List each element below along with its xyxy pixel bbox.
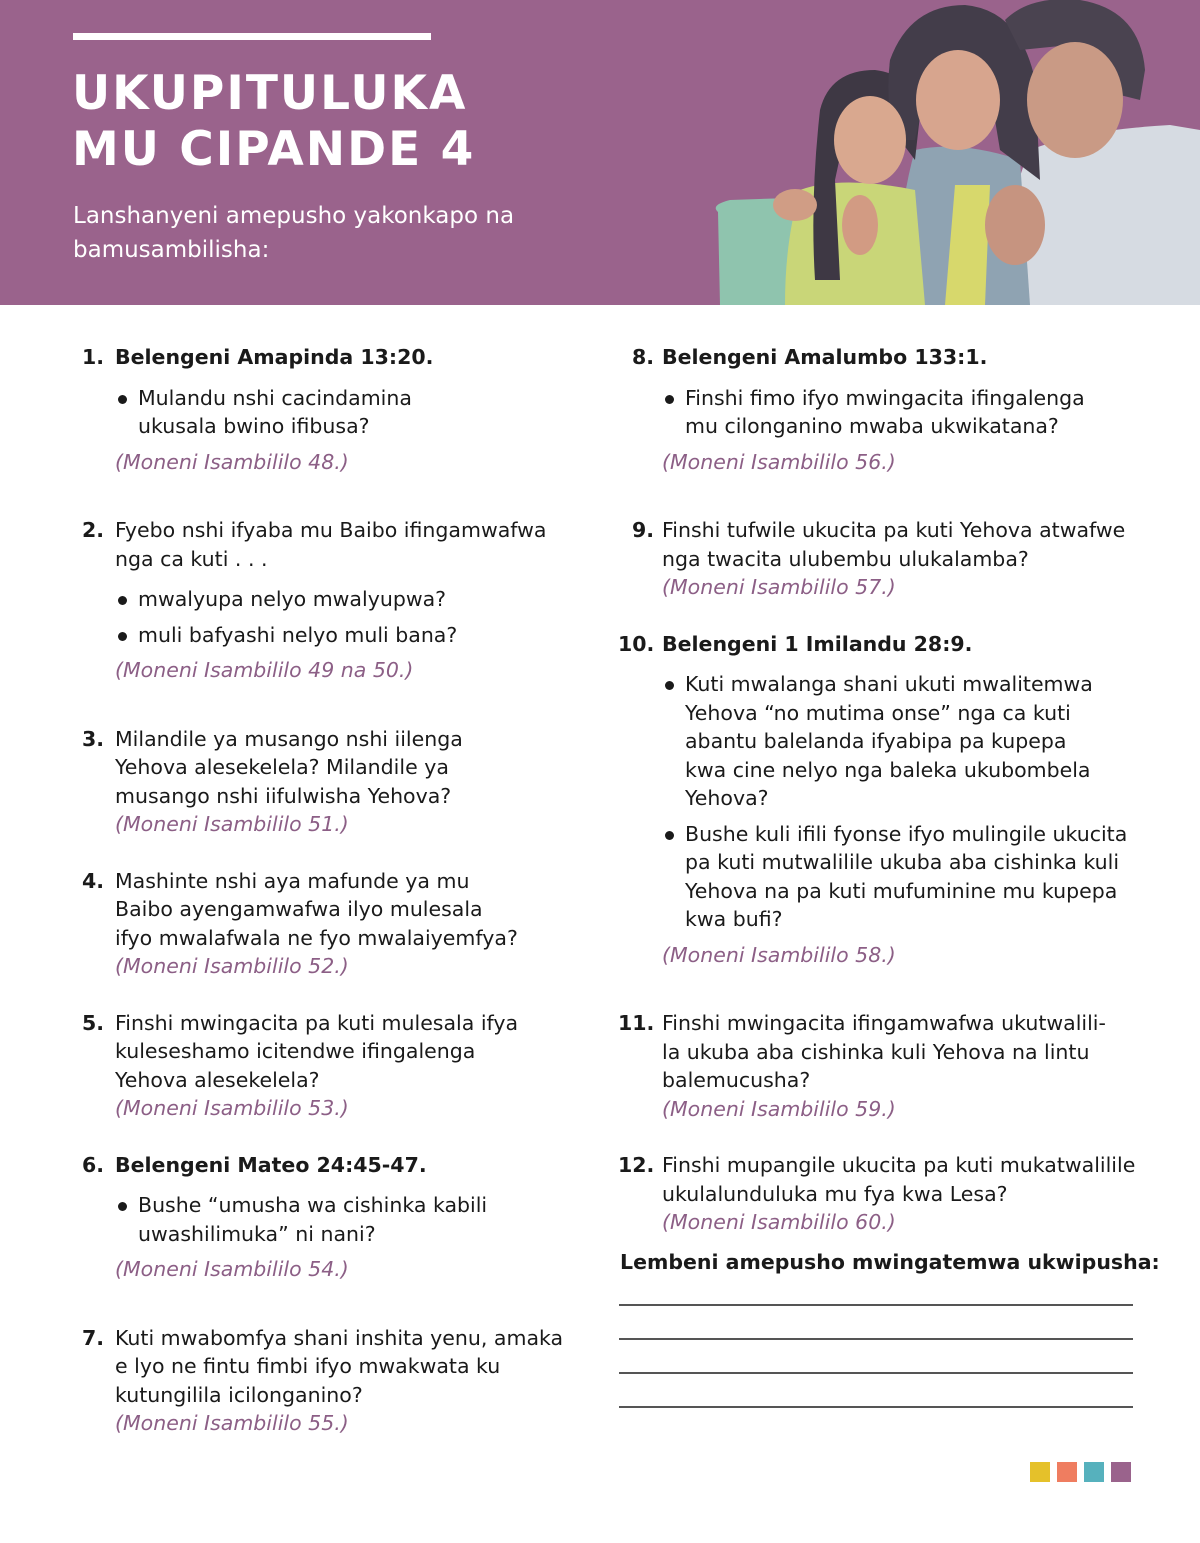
question-item (82, 516, 582, 685)
girl-hands (842, 195, 878, 255)
man-face (1027, 42, 1123, 158)
page-subtitle: Lanshanyeni amepusho yakonkapo na bamusambilisha: (73, 203, 515, 263)
question-number: 11. (618, 1011, 655, 1035)
writing-line[interactable] (619, 1406, 1133, 1408)
bullet-item: Bushe “umusha wa cishinka kabili uwashilimuka” ni nani? (115, 1191, 515, 1248)
question-item (82, 1009, 582, 1123)
question-text: Belengeni Mateo 24:45-47. (115, 1152, 427, 1177)
woman-face (916, 50, 1000, 150)
swatch-purple (1111, 1462, 1131, 1482)
question-number: 2. (82, 518, 105, 542)
question-number: 6. (82, 1152, 105, 1177)
bullet-item: Finshi fimo ifyo mwingacita ifingalenga mu cilonganino mwaba ukwikatana? (662, 384, 1102, 441)
question-bullets (662, 384, 1148, 441)
question-item (618, 630, 1148, 970)
bullet-item: Bushe kuli ifili fyonse ifyo mulingile ukucita pa kuti mutwalilile ukuba aba cishinka kuli Yehova na pa kuti mufuminine mu kupepa kwa bufi? (662, 820, 1132, 934)
lesson-reference: (Moneni Isambililo 60.) (662, 1210, 896, 1234)
title-line-1: UKUPITULUKA (72, 66, 468, 121)
lesson-reference: (Moneni Isambililo 57.) (662, 575, 896, 599)
bullet-item: Mulandu nshi cacindamina ukusala bwino ifibusa? (115, 384, 445, 441)
lesson-reference: (Moneni Isambililo 49 na 50.) (115, 658, 414, 682)
question-text: Belengeni 1 Imilandu 28:9. (662, 631, 973, 656)
lesson-reference: (Moneni Isambililo 51.) (115, 812, 349, 836)
question-item (82, 343, 582, 476)
question-text: Finshi mupangile ukucita pa kuti mukatwalilile ukulalunduluka mu fya kwa Lesa? (662, 1153, 1136, 1206)
lesson-reference: (Moneni Isambililo 55.) (115, 1411, 349, 1435)
lesson-reference: (Moneni Isambililo 54.) (115, 1257, 349, 1281)
lesson-reference: (Moneni Isambililo 53.) (115, 1096, 349, 1120)
question-item (618, 516, 1148, 602)
question-bullets (115, 1191, 582, 1248)
question-item (82, 867, 582, 981)
page-title (72, 66, 475, 178)
question-number: 1. (82, 345, 105, 369)
question-item (618, 343, 1148, 476)
question-item (618, 1151, 1148, 1237)
question-number: 10. (618, 631, 655, 656)
header-rule (73, 33, 431, 40)
question-item (82, 1324, 582, 1438)
swatch-coral (1057, 1462, 1077, 1482)
question-number: 12. (618, 1153, 655, 1177)
header-banner (0, 0, 1200, 305)
question-number: 9. (631, 518, 654, 542)
question-item (82, 725, 582, 839)
lesson-reference: (Moneni Isambililo 59.) (662, 1096, 896, 1121)
question-text: Milandile ya musango nshi iilenga Yehova alesekelela? Milandile ya musango nshi iifulwisha Yehova? (115, 726, 463, 808)
question-bullets (662, 670, 1148, 934)
writing-line[interactable] (619, 1338, 1133, 1340)
question-item (82, 1151, 582, 1284)
bullet-item: muli bafyashi nelyo muli bana? (115, 621, 582, 650)
man-hands (985, 185, 1045, 265)
question-text: Finshi mwingacita pa kuti mulesala ifya kuleseshamo icitendwe ifingalenga Yehova alesekelela? (115, 1010, 519, 1092)
question-text: Belengeni Amalumbo 133:1. (662, 345, 988, 369)
question-text: Finshi tufwile ukucita pa kuti Yehova atwafwe nga twacita ulubembu ulukalamba? (662, 518, 1126, 571)
color-swatches (1030, 1462, 1131, 1482)
question-number: 4. (82, 868, 105, 893)
lesson-reference: (Moneni Isambililo 52.) (115, 954, 349, 978)
question-text: Finshi mwingacita ifingamwafwa ukutwalili-la ukuba aba cishinka kuli Yehova na lintu balemucusha? (662, 1011, 1106, 1092)
question-bullets (115, 585, 582, 649)
girl-face (834, 96, 906, 184)
question-item (618, 1009, 1148, 1123)
question-text: Fyebo nshi ifyaba mu Baibo ifingamwafwa nga ca kuti . . . (115, 518, 547, 571)
writing-line[interactable] (619, 1304, 1133, 1306)
questions-column-right (618, 343, 1148, 1237)
family-praying-illustration (700, 0, 1200, 305)
question-text: Belengeni Amapinda 13:20. (115, 345, 434, 369)
question-number: 5. (82, 1010, 105, 1035)
lesson-reference: (Moneni Isambililo 56.) (662, 449, 896, 474)
notes-heading: Lembeni amepusho mwingatemwa ukwipusha: (620, 1250, 1160, 1274)
question-number: 8. (631, 345, 654, 369)
woman-hand (773, 189, 817, 221)
lesson-reference: (Moneni Isambililo 48.) (115, 449, 349, 474)
swatch-teal (1084, 1462, 1104, 1482)
questions-column-left (82, 343, 582, 1438)
question-number: 3. (82, 726, 105, 751)
question-number: 7. (82, 1325, 105, 1350)
bullet-item: Kuti mwalanga shani ukuti mwalitemwa Yehova “no mutima onse” nga ca kuti abantu balelanda ifyabipa pa kupepa kwa cine nelyo nga baleka ukubombela Yehova? (662, 670, 1102, 813)
title-line-2: MU CIPANDE 4 (72, 122, 476, 177)
lesson-reference: (Moneni Isambililo 58.) (662, 942, 896, 967)
question-text: Kuti mwabomfya shani inshita yenu, amaka e lyo ne fintu fimbi ifyo mwakwata ku kutungilila icilonganino? (115, 1325, 564, 1407)
writing-line[interactable] (619, 1372, 1133, 1374)
bullet-item: mwalyupa nelyo mwalyupwa? (115, 585, 582, 614)
question-bullets (115, 384, 582, 441)
question-text: Mashinte nshi aya mafunde ya mu Baibo ayengamwafwa ilyo mulesala ifyo mwalafwala ne fyo mwalaiyemfya? (115, 868, 518, 950)
swatch-yellow (1030, 1462, 1050, 1482)
